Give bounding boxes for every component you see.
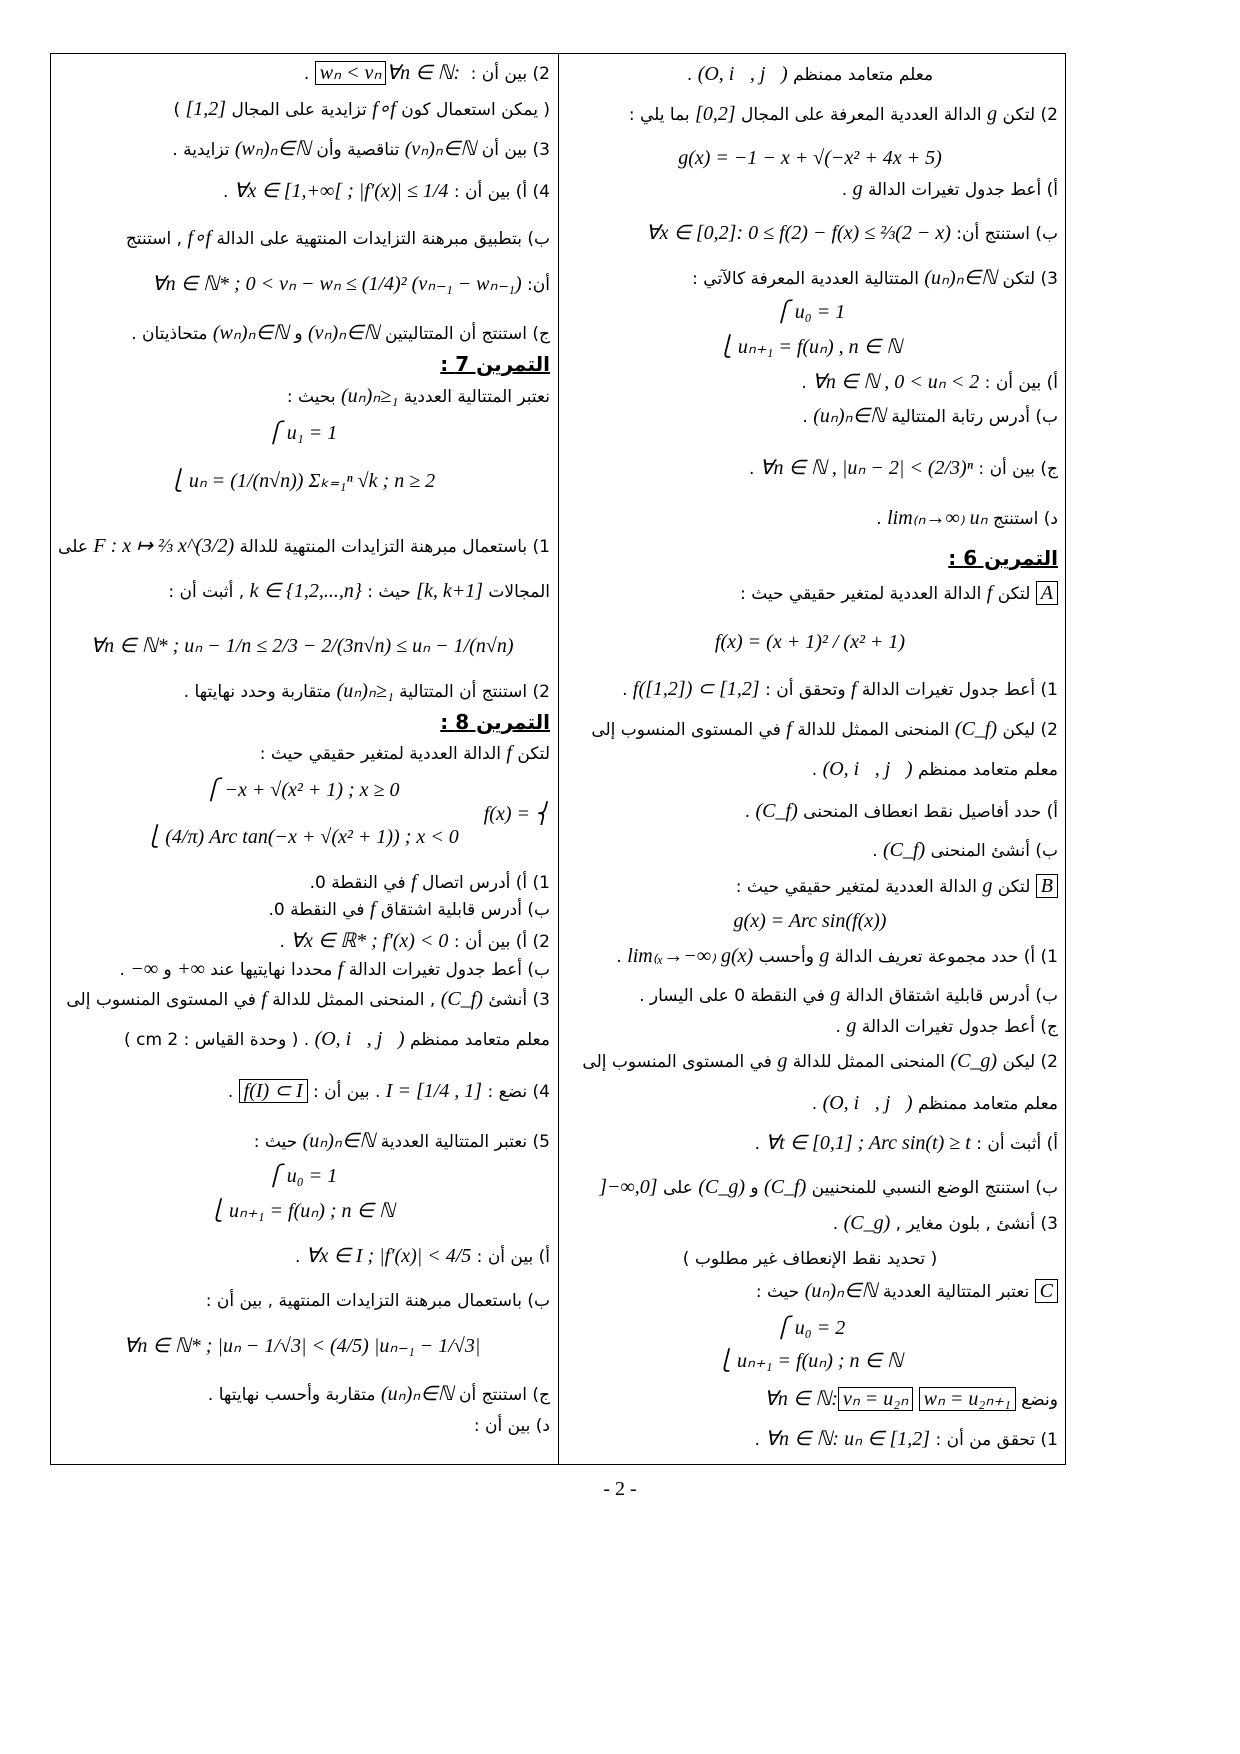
math-expression: ⎩ (4/π) Arc tan(−x + √(x² + 1)) ; x < 0	[145, 826, 459, 848]
math-expression: ⎩ uₙ₊₁ = f(uₙ) ; n ∈ ℕ	[209, 1200, 395, 1222]
arabic-text: .	[622, 680, 633, 700]
arabic-text: 2) أ) بين أن :	[448, 932, 550, 952]
arabic-text: .	[222, 182, 234, 202]
math-expression: ]−∞,0]	[599, 1176, 658, 1198]
left-column-line	[54, 633, 550, 660]
math-expression: (vₙ)ₙ∈ℕ	[404, 138, 477, 160]
math-expression: (C_g)	[950, 1050, 998, 1072]
arabic-text: و	[288, 324, 308, 344]
arabic-text: متحاذيتان .	[131, 324, 213, 344]
arabic-text: المنحنى الممثل للدالة	[787, 1052, 951, 1072]
left-column-line	[54, 578, 550, 605]
right-column-line	[562, 798, 1058, 825]
right-column-line	[562, 265, 1058, 292]
arabic-text: 2) استنتج أن المتتالية	[393, 682, 550, 702]
arabic-text: .	[754, 1430, 766, 1450]
math-expression: (uₙ)ₙ∈ℕ	[924, 267, 998, 289]
math-expression: g	[830, 984, 841, 1006]
math-expression: f	[337, 958, 344, 980]
arabic-text: الدالة العددية المعرفة على المجال	[735, 105, 988, 125]
arabic-text: لتكن	[511, 744, 550, 764]
math-expression: ⎧ u₀ = 2	[774, 1317, 846, 1339]
right-column-line	[562, 1246, 1058, 1272]
left-column-line	[54, 928, 550, 955]
page-number: - 2 -	[603, 1478, 637, 1500]
right-column-line	[562, 1386, 1058, 1413]
math-expression: ⎩ uₙ₊₁ = f(uₙ) , n ∈ ℕ	[717, 336, 903, 358]
right-column-line	[562, 1048, 1058, 1075]
arabic-text: .	[811, 1094, 823, 1114]
math-expression: [1,2]	[185, 98, 227, 120]
math-expression: g	[846, 1015, 857, 1037]
arabic-text: التمرين 8 :	[440, 710, 550, 734]
math-expression: ∀n ∈ ℕ* ; 0 < vₙ − wₙ ≤ (1/4)² (vₙ₋₁ − wₙ₋₁)	[151, 273, 522, 295]
arabic-text: معلم متعامد ممنظم	[404, 1030, 550, 1050]
arabic-text: ب) بتطبيق مبرهنة التزايدات المنتهية على الدالة	[211, 229, 550, 249]
arabic-text: .	[835, 1017, 847, 1037]
math-expression: (C_f)	[883, 839, 926, 861]
arabic-text: متقاربة وحدد نهايتها .	[183, 682, 337, 702]
arabic-text: أ) أعط جدول تغيرات الدالة	[862, 180, 1058, 200]
arabic-text: تزايدية على المجال	[226, 100, 373, 120]
arabic-text: ج) بين أن :	[973, 459, 1058, 479]
exercise-heading	[54, 351, 550, 377]
math-expression: g	[852, 178, 863, 200]
arabic-text: . بين أن :	[307, 1082, 386, 1102]
right-column-line	[562, 1090, 1058, 1117]
arabic-text: ج) أعط جدول تغيرات الدالة	[856, 1017, 1058, 1037]
arabic-text: الدالة العددية لمتغير حقيقي حيث :	[259, 744, 507, 764]
arabic-text: ب) أدرس قابلية اشتقاق	[375, 900, 550, 920]
math-expression: f∘f	[372, 98, 396, 120]
arabic-text: في النقطة 0 على اليسار .	[639, 986, 831, 1006]
math-expression: (uₙ)ₙ∈ℕ	[804, 1280, 878, 1302]
left-column-line	[54, 1288, 550, 1314]
right-column-line	[562, 873, 1058, 900]
math-expression: ∀t ∈ [0,1] ; Arc sin(t) ≥ t	[765, 1132, 971, 1154]
arabic-text	[913, 1390, 918, 1410]
right-column-line	[562, 145, 1058, 172]
arabic-text: 1) باستعمال مبرهنة التزايدات المنتهية للدالة	[234, 537, 550, 557]
arabic-text: , أثبت أن :	[168, 582, 250, 602]
arabic-text: .	[801, 373, 813, 393]
column-divider	[558, 53, 559, 1465]
right-column-line	[562, 1130, 1058, 1157]
right-column-line	[562, 403, 1058, 430]
arabic-text: د) استنتج	[987, 509, 1058, 529]
arabic-text: أ) أثبت أن :	[970, 1134, 1058, 1154]
left-column-line	[54, 420, 550, 447]
right-column-line	[562, 1210, 1058, 1237]
arabic-text: .	[748, 459, 760, 479]
math-expression: (uₙ)ₙ∈ℕ	[380, 1383, 454, 1405]
left-column-line	[54, 824, 550, 851]
arabic-text: وأحسب	[753, 947, 820, 967]
arabic-text: .	[811, 760, 823, 780]
right-column-line	[562, 1426, 1058, 1453]
right-column-line	[562, 676, 1058, 703]
arabic-text: 3) بين أن	[476, 140, 550, 160]
arabic-text: في المستوى المنسوب إلى	[66, 990, 262, 1010]
math-expression: [0,2]	[695, 103, 736, 125]
left-column-line	[54, 986, 550, 1013]
math-expression: f	[986, 582, 993, 604]
left-column-line	[54, 869, 550, 896]
right-column-line	[562, 837, 1058, 864]
arabic-text: لتكن	[992, 877, 1036, 897]
right-column-line	[562, 61, 1058, 88]
arabic-text: أن:	[521, 275, 550, 295]
math-expression: (C_f)	[440, 988, 483, 1010]
arabic-text: 1) أ) حدد مجموعة تعريف الدالة	[829, 947, 1058, 967]
right-column-line	[562, 1348, 1058, 1375]
arabic-text: 4) أ) بين أن :	[448, 182, 550, 202]
left-column-line	[54, 468, 550, 495]
boxed-formula: A	[1036, 581, 1058, 605]
arabic-text: 2) ليكن	[997, 1052, 1058, 1072]
arabic-text: .	[227, 1082, 239, 1102]
arabic-text: 1) أعط جدول تغيرات الدالة	[856, 680, 1058, 700]
arabic-text: بما يلي :	[628, 105, 696, 125]
math-expression: (C_f)	[755, 800, 798, 822]
arabic-text: .	[876, 509, 888, 529]
arabic-text: ب) باستعمال مبرهنة التزايدات المنتهية , بين أن :	[205, 1291, 550, 1311]
arabic-text: ج) استنتج أن	[453, 1385, 550, 1405]
right-column-line	[562, 982, 1058, 1009]
math-expression: [k, k+1]	[416, 580, 483, 602]
math-expression: (O, i⃗, j⃗)	[822, 758, 913, 780]
arabic-text: ونضع	[1015, 1390, 1058, 1410]
arabic-text: تزايدية .	[172, 140, 235, 160]
arabic-text: .	[872, 841, 883, 861]
arabic-text: وتحقق أن :	[759, 680, 851, 700]
math-expression: (C_f)	[954, 718, 998, 740]
right-column-line	[562, 505, 1058, 532]
left-column-line	[54, 1078, 550, 1105]
math-expression: (C_f)	[764, 1176, 807, 1198]
math-expression: g(x) = −1 − x + √(−x² + 4x + 5)	[678, 147, 942, 169]
right-column-line	[562, 1013, 1058, 1040]
boxed-formula: f(I) ⊂ I	[239, 1079, 308, 1103]
arabic-text: المنحنى الممثل للدالة	[791, 720, 955, 740]
arabic-text: 4) نضع :	[482, 1082, 550, 1102]
right-column-line	[562, 943, 1058, 970]
right-column-line	[562, 176, 1058, 203]
math-expression: lim₍ₓ→−∞₎ g(x)	[627, 945, 754, 967]
math-expression: ⎧ u₀ = 1	[774, 301, 846, 323]
arabic-text: 1) أ) أدرس اتصال	[416, 873, 550, 893]
math-expression: (uₙ)ₙ∈ℕ	[813, 405, 886, 427]
math-expression: ∀n ∈ ℕ:	[386, 62, 466, 84]
boxed-formula: B	[1036, 874, 1058, 898]
exercise-heading	[54, 709, 550, 735]
arabic-text: ( تحديد نقط الإنعطاف غير مطلوب )	[682, 1249, 938, 1269]
math-expression: (O, i⃗, j⃗)	[822, 1092, 913, 1114]
math-expression: f	[850, 678, 857, 700]
arabic-text: .	[841, 180, 853, 200]
arabic-text: 3) لتكن	[997, 269, 1058, 289]
right-column-line	[562, 580, 1058, 607]
arabic-text: التمرين 6 :	[948, 546, 1058, 570]
math-expression: −∞	[130, 958, 159, 980]
right-column-line	[562, 369, 1058, 396]
arabic-text: 3) أنشئ	[482, 990, 550, 1010]
math-expression: f∘f	[187, 227, 212, 249]
arabic-text: الدالة العددية لمتغير حقيقي حيث :	[740, 584, 987, 604]
math-expression: ⎧ −x + √(x² + 1) ; x ≥ 0	[204, 779, 400, 801]
arabic-text: .	[802, 407, 814, 427]
arabic-text: ب) أدرس رتابة المتتالية	[885, 407, 1058, 427]
right-column-line	[562, 716, 1058, 743]
arabic-text: . ( وحدة القياس : 2 cm )	[124, 1030, 315, 1050]
left-column-line	[54, 740, 550, 767]
math-expression: ∀n ∈ ℕ* ; uₙ − 1/n ≤ 2/3 − 2/(3n√n) ≤ uₙ − 1/(n√n)	[90, 635, 514, 657]
arabic-text: 3) أنشئ , بلون مغاير ,	[890, 1214, 1058, 1234]
arabic-text: ب) استنتج الوضع النسبي للمنحنيين	[806, 1178, 1058, 1198]
arabic-text: .	[616, 947, 628, 967]
math-expression: g(x) = Arc sin(f(x))	[733, 910, 887, 932]
arabic-text: تناقصية وأن	[310, 140, 405, 160]
arabic-text: نعتبر المتتالية العددية	[398, 387, 550, 407]
arabic-text: د) بين أن :	[473, 1416, 550, 1436]
arabic-text: , استنتج	[125, 229, 188, 249]
boxed-formula: wₙ = u₂ₙ₊₁	[919, 1387, 1016, 1411]
arabic-text: ج) استنتج أن المتتاليتين	[379, 324, 550, 344]
left-column-line	[54, 1381, 550, 1408]
arabic-text: ب) أدرس قابلية اشتقاق الدالة	[840, 986, 1058, 1006]
arabic-text: الدالة العددية لمتغير حقيقي حيث :	[735, 877, 983, 897]
arabic-text: ب) أعط جدول تغيرات الدالة	[343, 960, 550, 980]
math-expression: ∀x ∈ [1,+∞[ ; |f′(x)| ≤ 1/4	[233, 180, 449, 202]
arabic-text: معلم متعامد ممنظم	[912, 1094, 1058, 1114]
math-expression: +∞	[177, 958, 205, 980]
left-column-line	[54, 1333, 550, 1360]
math-expression: f	[506, 742, 512, 764]
arabic-text: في المستوى المنسوب إلى	[582, 1052, 778, 1072]
arabic-text: 2) لتكن	[997, 105, 1058, 125]
arabic-text: معلم متعامد ممنظم	[787, 65, 934, 85]
arabic-text: 2) بين أن :	[465, 64, 550, 84]
arabic-text: المجالات	[483, 582, 550, 602]
math-expression: ∀n ∈ ℕ* ; |uₙ − 1/√3| < (4/5) |uₙ₋₁ − 1/√3|	[123, 1335, 481, 1357]
right-column-line	[562, 101, 1058, 128]
math-expression: ∀x ∈ I ; |f′(x)| < 4/5	[305, 1245, 472, 1267]
math-expression: k ∈ {1,2,...,n}	[249, 580, 362, 602]
math-expression: (uₙ)ₙ≥₁	[340, 385, 399, 407]
left-column-line	[54, 1243, 550, 1270]
math-expression: f	[786, 718, 792, 740]
right-column	[562, 53, 1058, 1465]
arabic-text: حيث :	[253, 1132, 303, 1152]
arabic-text: محددا نهايتيها عند	[204, 960, 338, 980]
left-column-line	[54, 1128, 550, 1155]
math-expression: f(x) = (x + 1)² / (x² + 1)	[714, 631, 906, 653]
arabic-text: .	[294, 1247, 306, 1267]
left-column-line	[54, 383, 550, 410]
arabic-text: ب) استنتج أن:	[950, 224, 1058, 244]
arabic-text: 1) تحقق من أن :	[930, 1430, 1058, 1450]
math-expression: I = [1/4 , 1]	[385, 1080, 483, 1102]
math-expression: ∀n ∈ ℕ , 0 < uₙ < 2	[812, 371, 980, 393]
math-expression: ⎩ uₙ = (1/(n√n)) Σₖ₌₁ⁿ √k ; n ≥ 2	[168, 470, 436, 492]
right-column-line	[562, 756, 1058, 783]
math-expression: lim₍ₙ→∞₎ uₙ	[887, 507, 988, 529]
arabic-text: معلم متعامد ممنظم	[912, 760, 1058, 780]
math-expression: (C_g)	[698, 1176, 746, 1198]
exercise-heading	[562, 545, 1058, 571]
math-expression: (wₙ)ₙ∈ℕ	[212, 322, 289, 344]
arabic-text: لتكن	[992, 584, 1036, 604]
right-column-line	[562, 1278, 1058, 1305]
arabic-text: بحيث :	[286, 387, 341, 407]
right-column-line	[562, 334, 1058, 361]
right-column-line	[562, 629, 1058, 656]
left-column-line	[54, 225, 550, 252]
math-expression: (wₙ)ₙ∈ℕ	[234, 138, 311, 160]
boxed-formula: C	[1035, 1279, 1058, 1303]
math-expression: f	[261, 988, 267, 1010]
left-column-line	[54, 896, 550, 923]
math-expression: g	[987, 103, 998, 125]
arabic-text: على	[58, 537, 94, 557]
left-column-line	[54, 1163, 550, 1190]
arabic-text: متقاربة وأحسب نهايتها .	[207, 1385, 381, 1405]
left-column-line	[54, 1198, 550, 1225]
math-expression: g	[819, 945, 830, 967]
left-column-line	[54, 60, 550, 87]
math-expression: ∀n ∈ ℕ: uₙ ∈ [1,2]	[765, 1428, 931, 1450]
arabic-text: أ) بين أن :	[471, 1247, 550, 1267]
arabic-text: .	[754, 1134, 766, 1154]
left-column	[54, 53, 550, 1465]
arabic-text: 5) نعتبر المتتالية العددية	[375, 1132, 550, 1152]
arabic-text: )	[173, 100, 186, 120]
left-column-line	[54, 271, 550, 298]
arabic-text: ( يمكن استعمال كون	[395, 100, 550, 120]
arabic-text: .	[744, 802, 756, 822]
math-expression: ⎧ u₁ = 1	[266, 422, 338, 444]
arabic-text: أ) حدد أفاصيل نقط انعطاف المنحنى	[797, 802, 1058, 822]
arabic-text: و	[158, 960, 178, 980]
left-column-line	[54, 1413, 550, 1439]
arabic-text: في النقطة 0.	[309, 873, 412, 893]
right-column-line	[562, 220, 1058, 247]
math-expression: (O, i⃗, j⃗)	[697, 63, 788, 85]
right-column-line	[562, 908, 1058, 935]
math-expression: (O, i⃗, j⃗)	[314, 1028, 405, 1050]
math-expression: ∀x ∈ ℝ* ; f′(x) < 0	[290, 930, 449, 952]
arabic-text: , المنحنى الممثل للدالة	[266, 990, 441, 1010]
math-expression: f	[369, 898, 376, 920]
right-column-line	[562, 1315, 1058, 1342]
left-column-line	[54, 96, 550, 123]
left-column-line	[54, 956, 550, 983]
math-expression: f	[411, 871, 417, 893]
arabic-text: .	[279, 932, 291, 952]
arabic-text: نعتبر المتتالية العددية	[877, 1282, 1035, 1302]
right-column-line	[562, 299, 1058, 326]
left-column-line	[54, 136, 550, 163]
left-column-line	[54, 320, 550, 347]
arabic-text: على	[657, 1178, 699, 1198]
boxed-formula: wₙ < vₙ	[315, 61, 387, 85]
arabic-text: في المستوى المنسوب إلى	[591, 720, 787, 740]
math-expression: F : x ↦ ⅔ x^(3/2)	[93, 535, 235, 557]
math-expression: (vₙ)ₙ∈ℕ	[307, 322, 380, 344]
arabic-text: حيث :	[361, 582, 417, 602]
arabic-text: .	[303, 64, 315, 84]
arabic-text: .	[119, 960, 131, 980]
math-expression: g	[777, 1050, 788, 1072]
math-expression: ⎧ u₀ = 1	[266, 1165, 338, 1187]
arabic-text: في النقطة 0.	[268, 900, 370, 920]
math-expression: g	[982, 875, 993, 897]
left-column-line	[54, 178, 550, 205]
right-column-line	[562, 1174, 1058, 1201]
arabic-text: و	[745, 1178, 765, 1198]
arabic-text: التمرين 7 :	[440, 352, 550, 376]
right-column-line	[562, 455, 1058, 482]
arabic-text: أ) بين أن :	[979, 373, 1058, 393]
left-column-line	[54, 678, 550, 705]
math-expression: ∀n ∈ ℕ:	[759, 1388, 838, 1410]
left-column-line	[54, 777, 550, 804]
arabic-text: .	[832, 1214, 844, 1234]
boxed-formula: vₙ = u₂ₙ	[838, 1387, 913, 1411]
arabic-text: حيث :	[755, 1282, 805, 1302]
math-expression: ⎩ uₙ₊₁ = f(uₙ) ; n ∈ ℕ	[717, 1350, 903, 1372]
arabic-text: .	[686, 65, 698, 85]
left-column-line	[54, 533, 550, 560]
math-expression: (C_g)	[843, 1212, 891, 1234]
arabic-text: المتتالية العددية المعرفة كالآتي :	[692, 269, 925, 289]
arabic-text: 2) ليكن	[997, 720, 1058, 740]
left-column-line	[54, 1026, 550, 1053]
arabic-text: ب) أنشئ المنحنى	[925, 841, 1058, 861]
math-expression: ∀x ∈ [0,2]: 0 ≤ f(2) − f(x) ≤ ⅔(2 − x)	[645, 222, 951, 244]
math-expression: (uₙ)ₙ∈ℕ	[302, 1130, 376, 1152]
math-expression: (uₙ)ₙ≥₁	[336, 680, 394, 702]
math-expression: f(x) = ⎨	[483, 803, 550, 825]
math-expression: ∀n ∈ ℕ , |uₙ − 2| < (2/3)ⁿ	[759, 457, 974, 479]
math-expression: f([1,2]) ⊂ [1,2]	[632, 678, 760, 700]
